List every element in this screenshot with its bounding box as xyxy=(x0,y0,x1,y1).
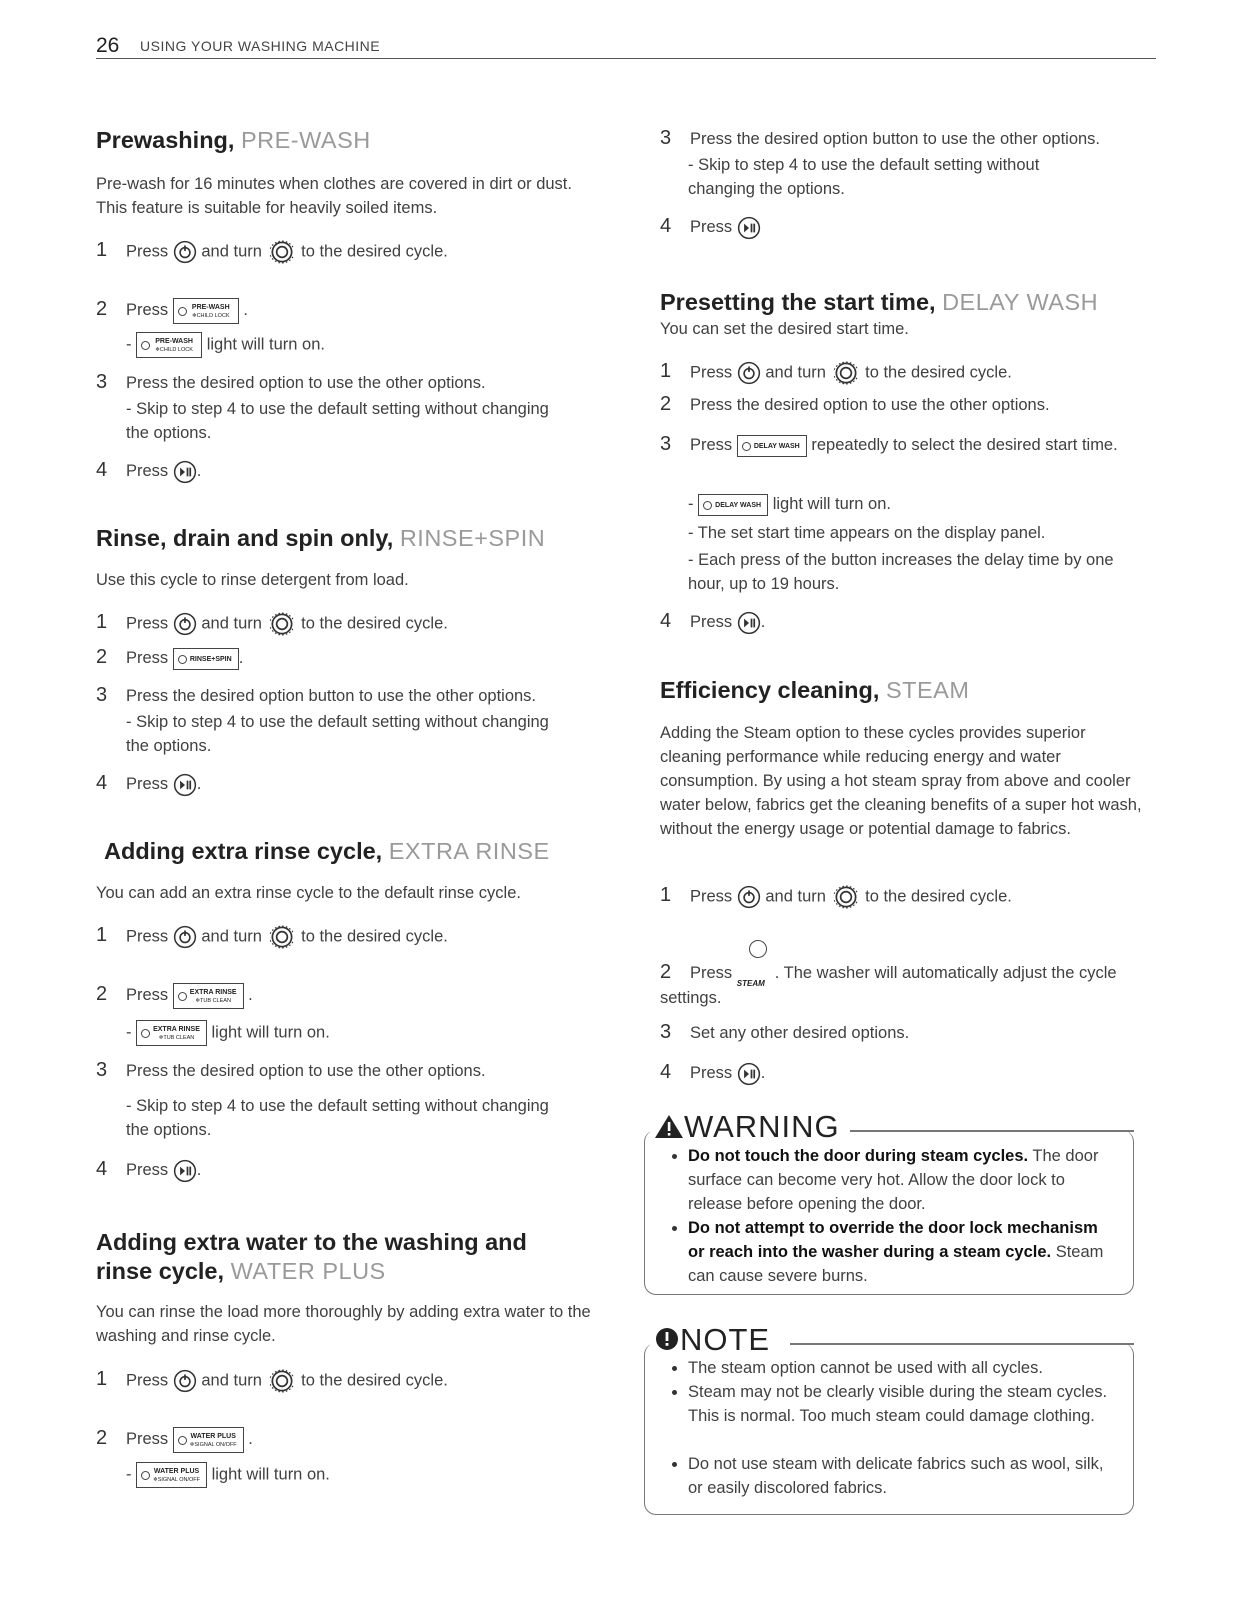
extra-rinse-step-2: 2 Press EXTRA RINSE ❄TUB CLEAN . xyxy=(96,982,253,1009)
cycle-dial-icon xyxy=(831,882,861,912)
steam-intro: Adding the Steam option to these cycles provides superior cleaning performance while reducing energy and water consumption. By using a hot steam spray from above and cooler water below, fabrics get the cleaning benefits of a super hot wash, without the energy usage or potential damage to fabrics. xyxy=(660,724,1142,838)
cycle-dial-icon xyxy=(831,358,861,388)
prewash-step-2: 2 Press PRE-WASH ❄CHILD LOCK . xyxy=(96,297,248,324)
extra-rinse-step-3-sub: - Skip to step 4 to use the default setting without changing the options. xyxy=(126,1097,549,1139)
water-plus-step-2-sub: - WATER PLUS ❄SIGNAL ON/OFF light will turn on. xyxy=(126,1462,330,1488)
rinse-spin-step-3: 3 Press the desired option button to use the other options. xyxy=(96,684,537,706)
water-plus-button-icon: WATER PLUS ❄SIGNAL ON/OFF xyxy=(173,1427,244,1453)
delay-wash-sub-3: - Each press of the button increases the delay time by one hour, up to 19 hours. xyxy=(688,551,1114,593)
extra-rinse-step-2-sub: - EXTRA RINSE ❄TUB CLEAN light will turn on. xyxy=(126,1020,330,1046)
water-plus-light-icon: WATER PLUS ❄SIGNAL ON/OFF xyxy=(136,1462,207,1488)
delay-wash-step-4: 4 Press . xyxy=(660,609,765,635)
info-icon xyxy=(654,1326,680,1352)
extra-rinse-button-icon: EXTRA RINSE ❄TUB CLEAN xyxy=(173,983,244,1009)
page-number: 26 xyxy=(96,34,120,57)
steam-step-1: 1 Press and turn to the desired cycle. xyxy=(660,882,1012,912)
delay-wash-light-icon: DELAY WASH xyxy=(698,494,768,516)
delay-wash-step-2: 2 Press the desired option to use the other options. xyxy=(660,393,1050,415)
warning-triangle-icon xyxy=(654,1113,684,1139)
rinse-spin-step-1: 1 Press and turn to the desired cycle. xyxy=(96,609,448,639)
rinse-spin-step-2: 2 Press RINSE+SPIN . xyxy=(96,646,244,668)
prewash-step-3: 3 Press the desired option to use the other options. xyxy=(96,371,486,393)
rinse-spin-step-4: 4 Press . xyxy=(96,771,201,797)
right-column xyxy=(660,0,1160,1622)
power-button-icon xyxy=(737,361,761,385)
extra-rinse-keyword: EXTRA RINSE xyxy=(388,838,550,864)
water-plus-step-1: 1 Press and turn to the desired cycle. xyxy=(96,1366,448,1396)
steam-step-2: 2 Press STEAM . The washer will automatically adjust the cycle settings. xyxy=(660,960,1150,1010)
prewash-light-icon: PRE-WASH ❄CHILD LOCK xyxy=(136,332,202,358)
steam-step-4: 4 Press . xyxy=(660,1060,765,1086)
steam-button-icon: STEAM xyxy=(737,962,775,986)
prewash-section xyxy=(96,126,371,155)
section-title: USING YOUR WASHING MACHINE xyxy=(140,38,381,54)
extra-rinse-intro: You can add an extra rinse cycle to the default rinse cycle. xyxy=(96,884,521,902)
prewash-step-2-sub: - PRE-WASH ❄CHILD LOCK light will turn on. xyxy=(126,332,325,358)
delay-wash-sub-2: - The set start time appears on the display panel. xyxy=(688,524,1046,542)
extra-rinse-light-icon: EXTRA RINSE ❄TUB CLEAN xyxy=(136,1020,207,1046)
power-button-icon xyxy=(173,925,197,949)
prewash-button-icon: PRE-WASH ❄CHILD LOCK xyxy=(173,298,239,324)
warning-item-1: Do not touch the door during steam cycles. The door surface can become very hot. Allow the door lock to release before opening the door. xyxy=(678,1144,1118,1216)
rinse-spin-step-3-sub: - Skip to step 4 to use the default setting without changing the options. xyxy=(126,713,549,755)
prewash-step-4: 4 Press . xyxy=(96,458,201,484)
extra-rinse-step-1: 1 Press and turn to the desired cycle. xyxy=(96,922,448,952)
power-button-icon xyxy=(173,612,197,636)
delay-wash-intro: You can set the desired start time. xyxy=(660,320,909,338)
rinse-spin-section xyxy=(96,524,545,553)
rinse-spin-intro: Use this cycle to rinse detergent from load. xyxy=(96,571,409,589)
water-plus-step-3: 3 Press the desired option button to use the other options. xyxy=(660,127,1101,149)
warning-rule xyxy=(850,1130,1134,1132)
water-plus-section xyxy=(96,1228,527,1286)
water-plus-keyword: WATER PLUS xyxy=(230,1258,386,1284)
prewash-intro: Pre-wash for 16 minutes when clothes are covered in dirt or dust. This feature is suitable for heavily soiled items. xyxy=(96,175,572,217)
steam-keyword: STEAM xyxy=(885,677,970,703)
cycle-dial-icon xyxy=(267,922,297,952)
cycle-dial-icon xyxy=(267,609,297,639)
steam-step-3: 3 Set any other desired options. xyxy=(660,1021,910,1043)
note-item-1: The steam option cannot be used with all cycles. xyxy=(678,1356,1118,1380)
power-button-icon xyxy=(173,240,197,264)
warning-title: WARNING xyxy=(650,1110,844,1144)
extra-rinse-section xyxy=(104,837,550,866)
water-plus-step-3-sub: - Skip to step 4 to use the default setting without changing the options. xyxy=(688,156,1040,198)
water-plus-step-4: 4 Press xyxy=(660,214,761,240)
steam-section xyxy=(660,676,969,705)
extra-rinse-step-3: 3 Press the desired option to use the other options. xyxy=(96,1059,486,1081)
start-pause-icon xyxy=(173,460,197,484)
left-column xyxy=(96,0,616,1622)
rinse-spin-keyword: RINSE+SPIN xyxy=(399,525,546,551)
warning-item-2: Do not attempt to override the door lock mechanism or reach into the washer during a steam cycle. Steam can cause severe burns. xyxy=(678,1216,1118,1288)
delay-wash-step-1: 1 Press and turn to the desired cycle. xyxy=(660,358,1012,388)
prewash-keyword: PRE-WASH xyxy=(240,127,371,153)
prewash-step-1: 1 Press and turn to the desired cycle. xyxy=(96,237,448,267)
water-plus-heading: Adding extra water to the washing and rinse cycle, WATER PLUS xyxy=(96,1229,527,1284)
start-pause-icon xyxy=(173,1159,197,1183)
delay-wash-keyword: DELAY WASH xyxy=(942,289,1099,315)
cycle-dial-icon xyxy=(267,237,297,267)
start-pause-icon xyxy=(737,216,761,240)
delay-wash-button-icon: DELAY WASH xyxy=(737,435,807,457)
steam-heading: Efficiency cleaning, STEAM xyxy=(660,677,970,703)
rinse-spin-heading: Rinse, drain and spin only, RINSE+SPIN xyxy=(96,525,546,551)
note-item-2: Steam may not be clearly visible during the steam cycles. This is normal. Too much steam could damage clothing. xyxy=(678,1380,1118,1428)
rinse-spin-button-icon: RINSE+SPIN xyxy=(173,648,239,670)
cycle-dial-icon xyxy=(267,1366,297,1396)
power-button-icon xyxy=(173,1369,197,1393)
prewash-step-3-sub: - Skip to step 4 to use the default setting without changing the options. xyxy=(126,400,549,442)
start-pause-icon xyxy=(737,611,761,635)
water-plus-step-2: 2 Press WATER PLUS ❄SIGNAL ON/OFF . xyxy=(96,1426,253,1453)
delay-wash-section xyxy=(660,288,1098,317)
start-pause-icon xyxy=(173,773,197,797)
water-plus-intro: You can rinse the load more thoroughly by adding extra water to the washing and rinse cycle. xyxy=(96,1303,591,1345)
delay-wash-sub-1: - DELAY WASH light will turn on. xyxy=(688,492,891,516)
extra-rinse-step-4: 4 Press . xyxy=(96,1157,201,1183)
note-title: NOTE xyxy=(650,1323,774,1357)
prewash-heading: Prewashing, PRE-WASH xyxy=(96,127,371,153)
note-rule xyxy=(790,1343,1134,1345)
delay-wash-heading: Presetting the start time, DELAY WASH xyxy=(660,289,1099,315)
power-button-icon xyxy=(737,885,761,909)
extra-rinse-heading: Adding extra rinse cycle, EXTRA RINSE xyxy=(104,838,550,864)
start-pause-icon xyxy=(737,1062,761,1086)
delay-wash-step-3: 3 Press DELAY WASH repeatedly to select the desired start time. xyxy=(660,433,1118,455)
note-item-3: Do not use steam with delicate fabrics such as wool, silk, or easily discolored fabrics. xyxy=(678,1452,1118,1500)
